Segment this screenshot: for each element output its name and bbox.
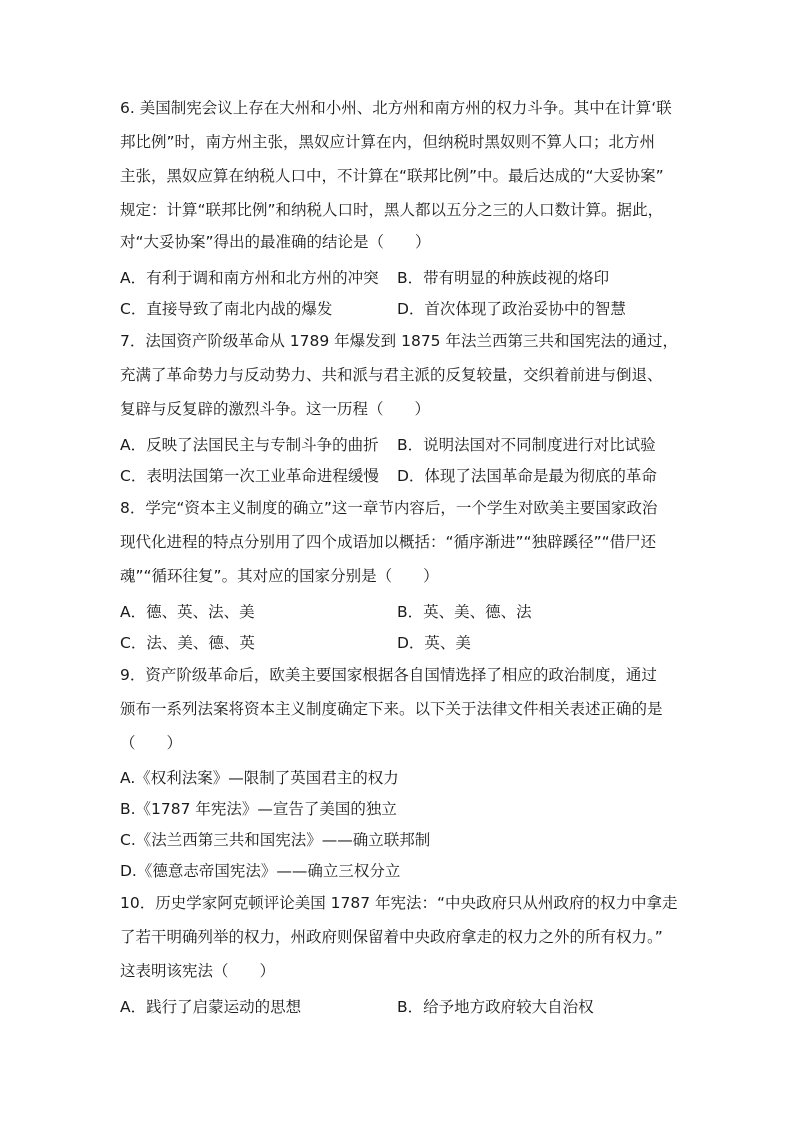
question-10-line-1: 10．历史学家阿克顿评论美国 1787 年宪法：“中央政府只从州政府的权力中拿走 <box>120 894 678 912</box>
question-6-line-3: 主张，黑奴应算在纳税人口中，不计算在“联邦比例”中。最后达成的“大妥协案” <box>120 167 664 185</box>
question-6-option-b[interactable]: B．带有明显的种族歧视的烙印 <box>397 269 610 287</box>
question-6-option-a[interactable]: A．有利于调和南方州和北方州的冲突 <box>120 269 379 287</box>
question-6-line-2: 邦比例”时，南方州主张，黑奴应计算在内，但纳税时黑奴则不算人口；北方州 <box>120 133 656 151</box>
question-6-option-d[interactable]: D．首次体现了政治妥协中的智慧 <box>397 300 626 318</box>
question-7-option-a[interactable]: A．反映了法国民主与专制斗争的曲折 <box>120 436 379 454</box>
question-8-line-2: 现代化进程的特点分别用了四个成语加以概括：“循序渐进”“独辟蹊径”“借尸还 <box>120 533 657 551</box>
question-8-option-b[interactable]: B．英、美、德、法 <box>397 603 532 621</box>
question-7-option-d[interactable]: D．体现了法国革命是最为彻底的革命 <box>397 467 657 485</box>
question-6-option-c[interactable]: C．直接导致了南北内战的爆发 <box>120 300 333 318</box>
question-9-option-c[interactable]: C.《法兰西第三共和国宪法》——确立联邦制 <box>120 831 431 849</box>
question-7-line-3: 复辟与反复辟的激烈斗争。这一历程（ ） <box>120 400 431 418</box>
question-10-line-2: 了若干明确列举的权力，州政府则保留着中央政府拿走的权力之外的所有权力。” <box>120 928 663 946</box>
question-9-line-3: （ ） <box>120 734 183 752</box>
question-6-line-4: 规定：计算“联邦比例”和纳税人口时，黑人都以五分之三的人口数计算。据此， <box>120 201 664 219</box>
question-9-option-b[interactable]: B.《1787 年宪法》—宣告了美国的独立 <box>120 800 397 818</box>
question-7-option-c[interactable]: C．表明法国第一次工业革命进程缓慢 <box>120 467 379 485</box>
question-7-option-b[interactable]: B．说明法国对不同制度进行对比试验 <box>397 436 656 454</box>
question-9-option-a[interactable]: A.《权利法案》—限制了英国君主的权力 <box>120 769 399 787</box>
question-9-option-d[interactable]: D.《德意志帝国宪法》——确立三权分立 <box>120 862 401 880</box>
question-8-option-a[interactable]: A．德、英、法、美 <box>120 603 255 621</box>
question-10-option-a[interactable]: A．践行了启蒙运动的思想 <box>120 998 302 1016</box>
question-7-line-1: 7．法国资产阶级革命从 1789 年爆发到 1875 年法兰西第三共和国宪法的通过， <box>120 332 678 350</box>
question-6-line-5: 对“大妥协案”得出的最准确的结论是（ ） <box>120 233 431 251</box>
question-10-option-b[interactable]: B．给予地方政府较大自治权 <box>397 998 594 1016</box>
question-6-line-1: 6. 美国制宪会议上存在大州和小州、北方州和南方州的权力斗争。其中在计算‘联 <box>120 99 672 117</box>
question-10-line-3: 这表明该宪法（ ） <box>120 962 276 980</box>
question-8-option-c[interactable]: C．法、美、德、英 <box>120 634 255 652</box>
question-9-line-2: 颁布一系列法案将资本主义制度确定下来。以下关于法律文件相关表述正确的是 <box>120 700 663 718</box>
question-9-line-1: 9．资产阶级革命后，欧美主要国家根据各自国情选择了相应的政治制度，通过 <box>120 666 657 684</box>
question-7-line-2: 充满了革命势力与反动势力、共和派与君主派的反复较量，交织着前进与倒退、 <box>120 366 663 384</box>
question-8-line-3: 魂”“循环往复”。其对应的国家分别是（ ） <box>120 567 439 585</box>
question-8-option-d[interactable]: D．英、美 <box>397 634 471 652</box>
question-8-line-1: 8．学完“资本主义制度的确立”这一章节内容后，一个学生对欧美主要国家政治 <box>120 499 658 517</box>
